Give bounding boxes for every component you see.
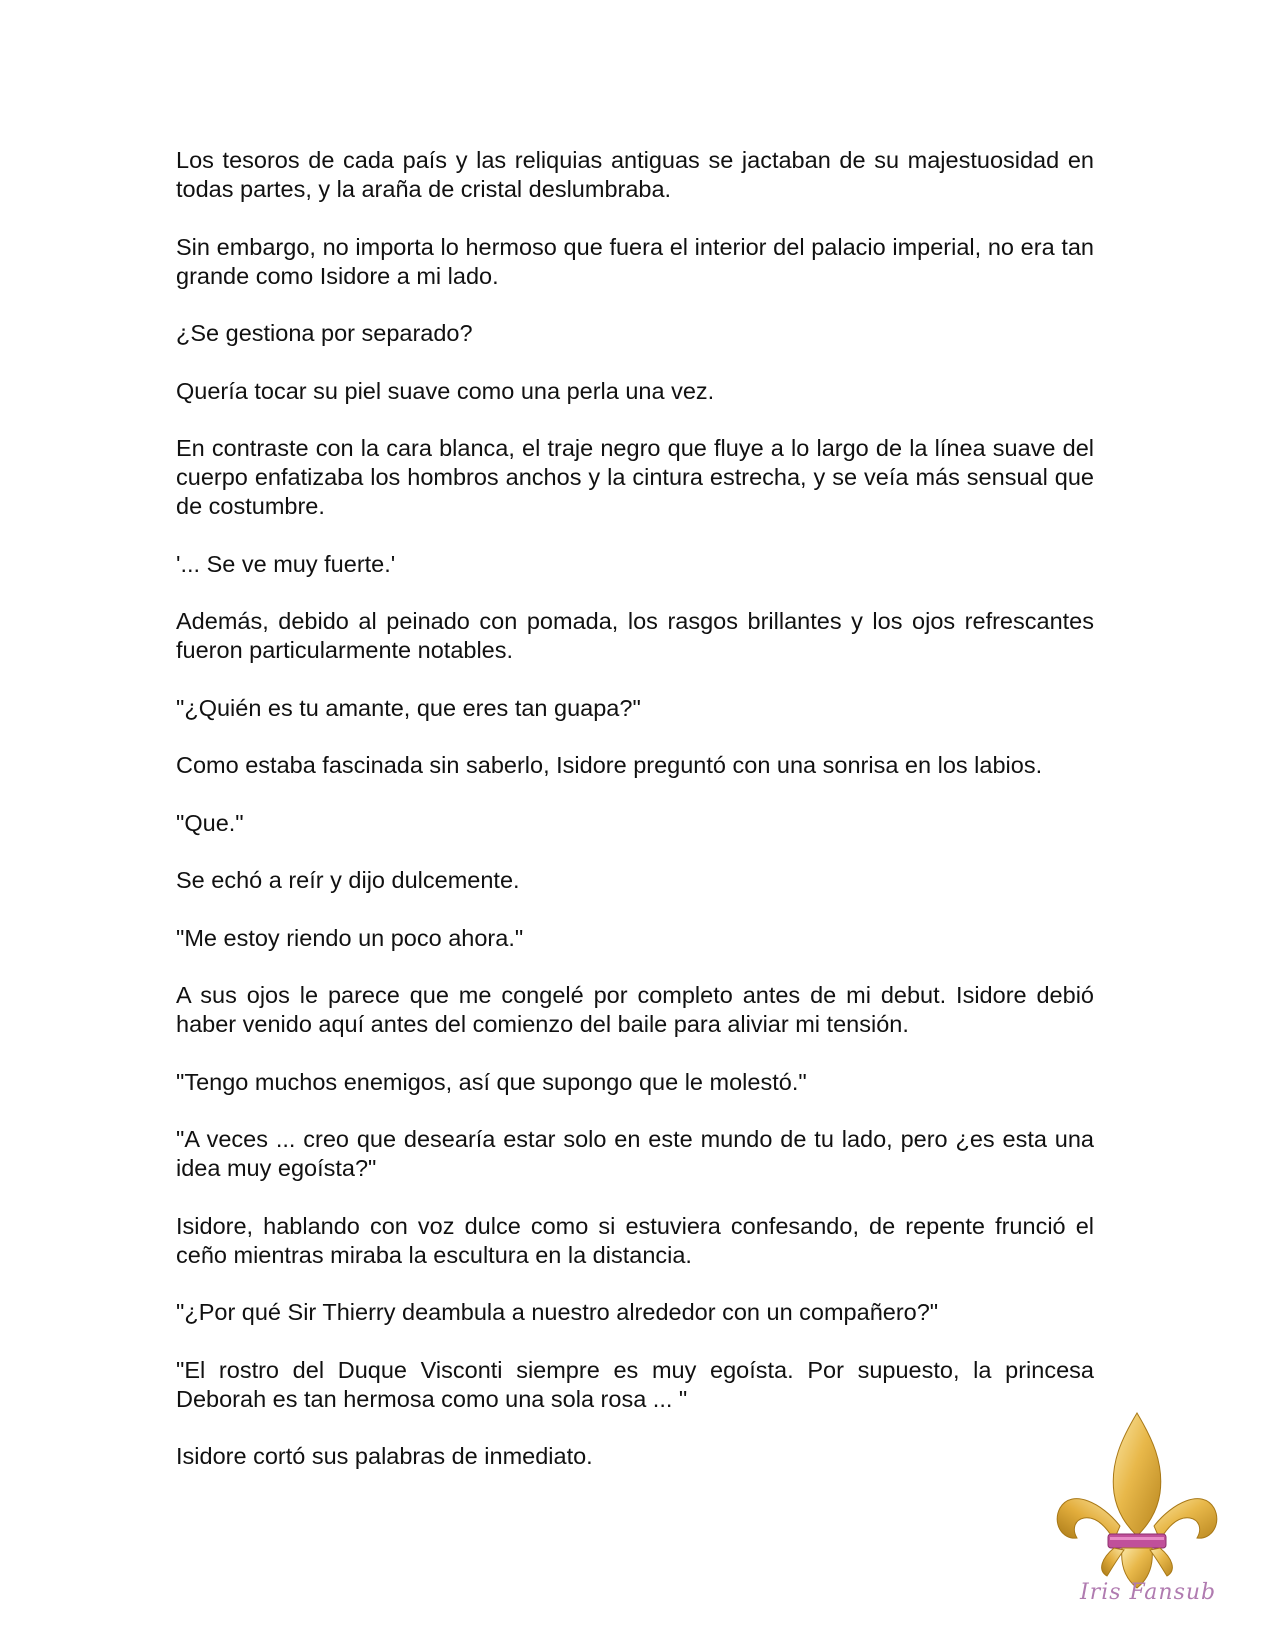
paragraph: En contraste con la cara blanca, el traje negro que fluye a lo largo de la línea suave del cuerpo enfatizaba los hombros anchos y la cintura estrecha, y se veía más sensual que de costumbre.: [176, 435, 1094, 519]
paragraph: Isidore, hablando con voz dulce como si estuviera confesando, de repente frunció el ceño mientras miraba la escultura en la distancia.: [176, 1212, 1094, 1268]
document-body: [176, 146, 1094, 1500]
paragraph: "Me estoy riendo un poco ahora.": [176, 924, 524, 951]
paragraph: ¿Se gestiona por separado?: [176, 320, 473, 346]
paragraph: "¿Quién es tu amante, que eres tan guapa?": [176, 694, 641, 721]
paragraph: Como estaba fascinada sin saberlo, Isidore preguntó con una sonrisa en los labios.: [176, 752, 1043, 778]
watermark-text: Iris Fansub: [1080, 1580, 1217, 1605]
paragraph: "Tengo muchos enemigos, así que supongo que le molestó.": [176, 1068, 807, 1095]
paragraph: '... Se ve muy fuerte.': [176, 550, 396, 577]
paragraph: "A veces ... creo que desearía estar solo en este mundo de tu lado, pero ¿es esta una idea muy egoísta?": [176, 1126, 1094, 1181]
paragraph: Quería tocar su piel suave como una perla una vez.: [176, 377, 715, 404]
paragraph: Además, debido al peinado con pomada, los rasgos brillantes y los ojos refrescantes fueron particularmente notables.: [176, 608, 1094, 663]
paragraph: Isidore cortó sus palabras de inmediato.: [176, 1443, 593, 1469]
paragraph: A sus ojos le parece que me congelé por completo antes de mi debut. Isidore debió haber venido aquí antes del comienzo del baile para aliviar mi tensión.: [176, 982, 1094, 1037]
paragraph: Sin embargo, no importa lo hermoso que fuera el interior del palacio imperial, no era tan grande como Isidore a mi lado.: [176, 233, 1094, 289]
paragraph: "¿Por qué Sir Thierry deambula a nuestro alrededor con un compañero?": [176, 1299, 939, 1325]
paragraph: "El rostro del Duque Visconti siempre es muy egoísta. Por supuesto, la princesa Deborah es tan hermosa como una sola rosa ... ": [176, 1356, 1094, 1412]
paragraph: Los tesoros de cada país y las reliquias antiguas se jactaban de su majestuosidad en todas partes, y la araña de cristal deslumbraba.: [176, 147, 1094, 202]
paragraph: "Que.": [176, 809, 244, 836]
paragraph: Se echó a reír y dijo dulcemente.: [176, 867, 520, 893]
